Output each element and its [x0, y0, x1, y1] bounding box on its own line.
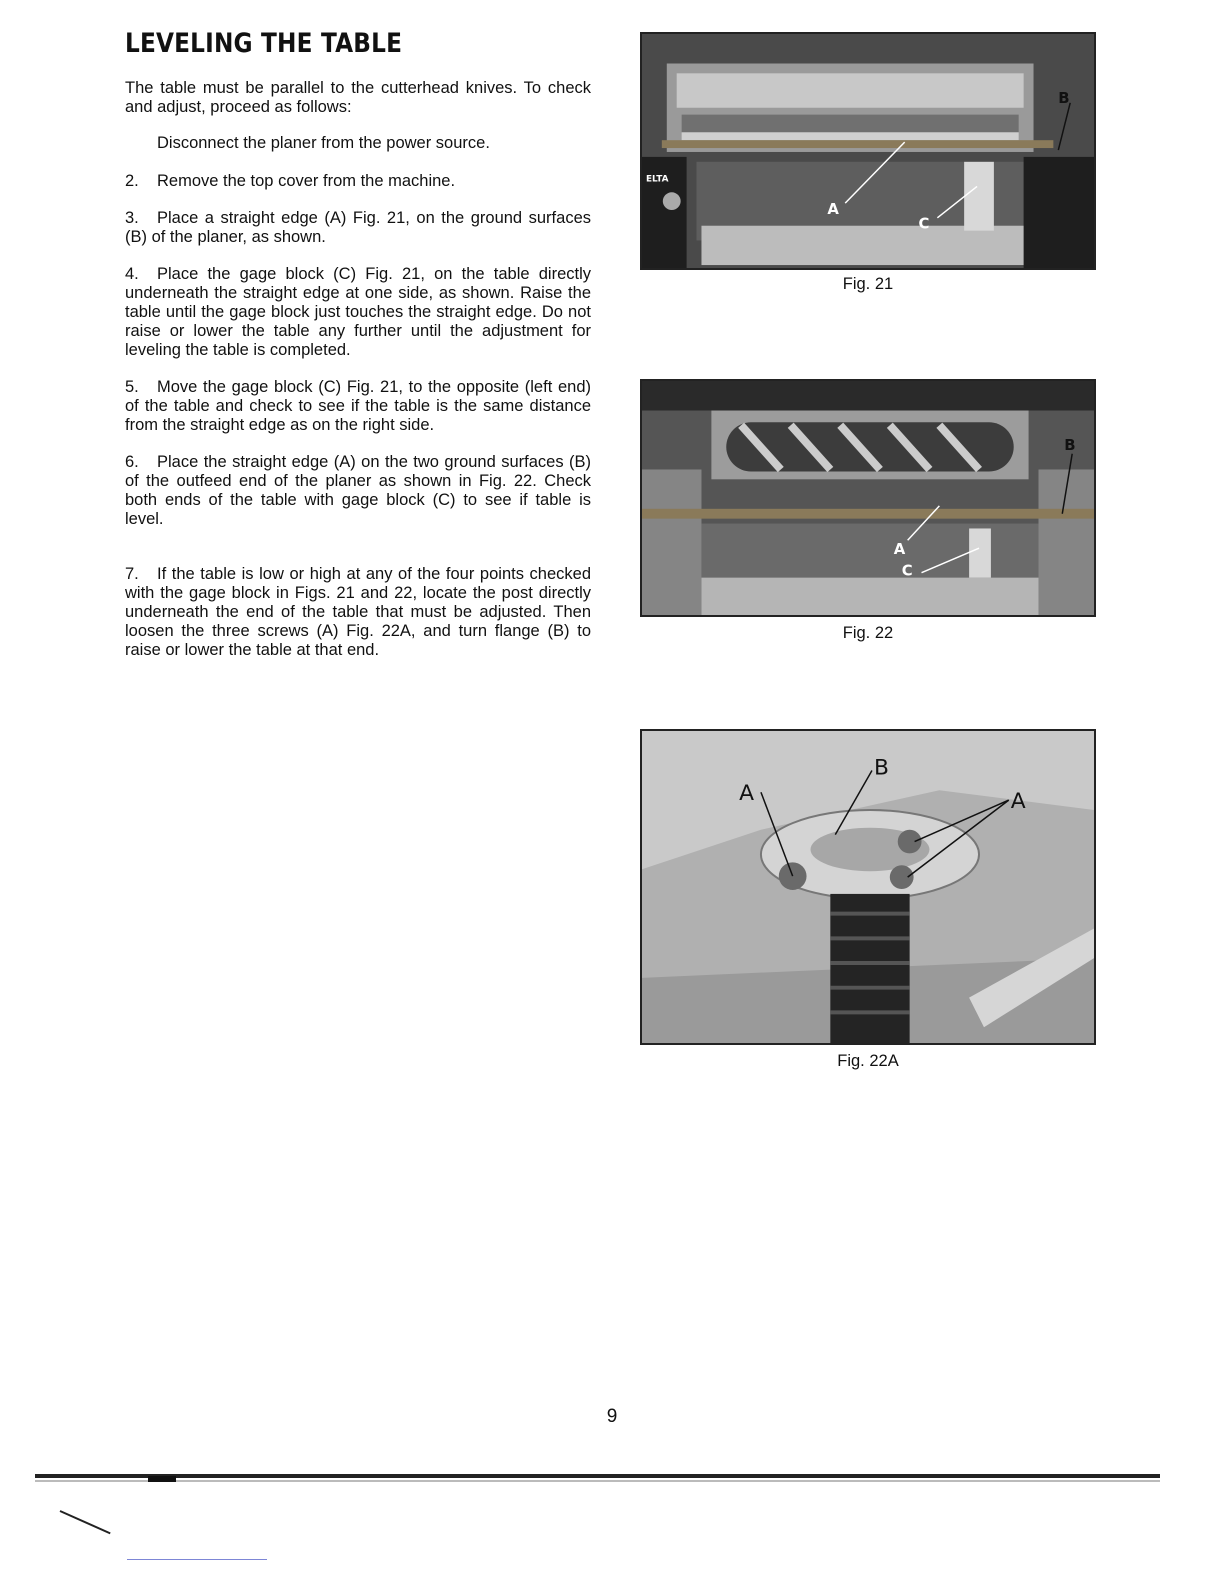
figure-21-photo: [640, 32, 1096, 270]
figure-22a-label-a-right: A: [1010, 789, 1026, 815]
figure-22a-label-a-left: A: [739, 781, 755, 807]
figure-22a-label-b: B: [873, 755, 889, 781]
figure-22a-illustration: [642, 731, 1094, 1043]
step-4-text: Place the gage block (C) Fig. 21, on the table directly underneath the straight edge at one side, as shown. Raise the table until the gage block just touches the straight edge. Do not raise or lower the table any further until the adjustment for leveling the table is completed.: [125, 265, 591, 359]
figure-21-caption: Fig. 21: [842, 275, 894, 293]
step-3-number: 3.: [125, 209, 139, 227]
step-5-text: Move the gage block (C) Fig. 21, to the opposite (left end) of the table and check to see if the table is the same distance from the straight edge as on the right side.: [125, 378, 591, 434]
step-7-text: If the table is low or high at any of the four points checked with the gage block in Figs. 21 and 22, locate the post directly underneath the end of the table that must be adjusted. Then loosen the three screws (A) Fig. 22A, and turn flange (B) to raise or lower the table at that end.: [125, 565, 591, 659]
figure-22-label-c: C: [901, 562, 913, 580]
step-7-number: 7.: [125, 565, 139, 583]
bottom-rule: [35, 1474, 1160, 1478]
step-4: [125, 265, 591, 360]
figure-21-label-c: C: [918, 215, 930, 233]
step-6: [125, 453, 591, 529]
intro-paragraph: The table must be parallel to the cutterhead knives. To check and adjust, proceed as follows:: [125, 79, 591, 116]
figure-22a-photo: [640, 729, 1096, 1045]
figure-21-label-b: B: [1058, 89, 1070, 107]
figure-22-photo: [640, 379, 1096, 617]
page-heading: LEVELING THE TABLE: [125, 28, 403, 59]
figure-22-label-a: A: [893, 541, 906, 559]
bottom-link-line: [127, 1559, 267, 1560]
figure-22-illustration: [642, 381, 1094, 615]
bottom-rule-shadow: [35, 1480, 1160, 1482]
step-6-number: 6.: [125, 453, 139, 471]
step-4-number: 4.: [125, 265, 139, 283]
figure-21-illustration: [642, 34, 1094, 268]
bottom-rule-mark: [148, 1476, 176, 1482]
figure-22a-caption: Fig. 22A: [837, 1052, 899, 1070]
figure-21-label-a: A: [827, 200, 839, 218]
step-2: [125, 172, 591, 191]
page-number: 9: [606, 1406, 618, 1427]
figure-22-label-b: B: [1064, 436, 1076, 454]
step-6-text: Place the straight edge (A) on the two ground surfaces (B) of the outfeed end of the planer as shown in Fig. 22. Check both ends of the table with gage block (C) to see if table is level.: [125, 453, 591, 528]
corner-mark: [60, 1510, 111, 1534]
step-7: [125, 565, 591, 660]
step-5: [125, 378, 591, 435]
step-1: [157, 134, 597, 153]
figure-21-panel-text: ELTA: [645, 174, 669, 185]
step-2-text: Remove the top cover from the machine.: [157, 172, 456, 190]
step-5-number: 5.: [125, 378, 139, 396]
figure-22-caption: Fig. 22: [842, 624, 894, 642]
step-3-text: Place a straight edge (A) Fig. 21, on the ground surfaces (B) of the planer, as shown.: [125, 209, 591, 246]
step-3: [125, 209, 591, 247]
step-2-number: 2.: [125, 172, 139, 190]
step-1-text: Disconnect the planer from the power source.: [157, 134, 490, 152]
